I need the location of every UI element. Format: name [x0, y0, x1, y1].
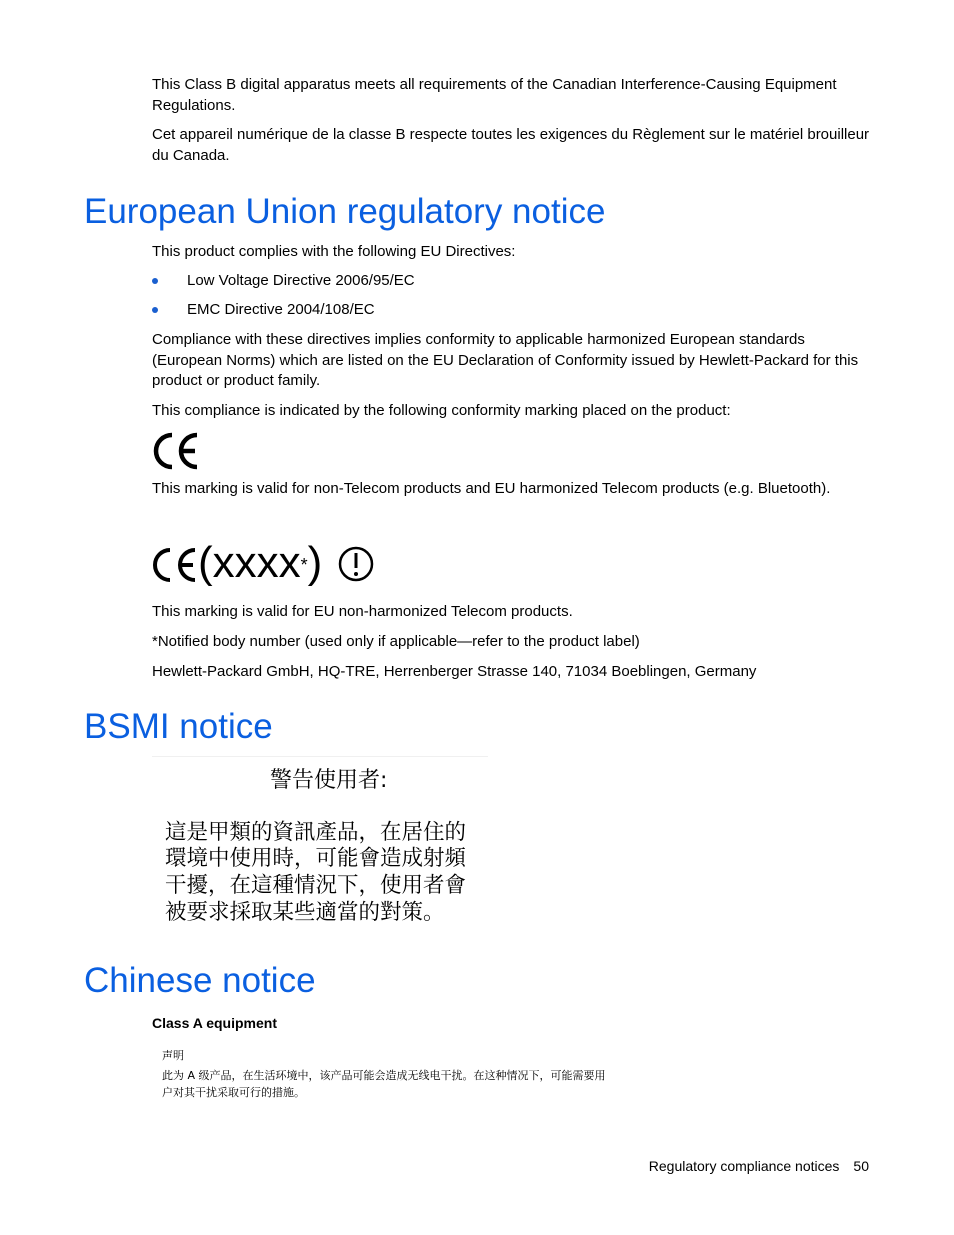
eu-compliance: Compliance with these directives implies conformity to applicable harmonized European standards (European Norms) which are listed on the EU Declaration of Conformity issued by Hewlett-Packard for this product or product family. — [152, 331, 859, 389]
chinese-heading: Chinese notice — [84, 961, 316, 1000]
hp-address: Hewlett-Packard GmbH, HQ-TRE, Herrenberger Strasse 140, 71034 Boeblingen, Germany — [152, 663, 757, 680]
canada-notice-fr: Cet appareil numérique de la classe B respecte toutes les exigences du Règlement sur le matériel brouilleur du Canada. — [152, 126, 870, 164]
eu-marking-intro: This compliance is indicated by the following conformity marking placed on the product: — [152, 402, 731, 419]
directive-label: EMC Directive 2004/108/EC — [187, 301, 375, 318]
image-edge — [152, 756, 488, 757]
page-number: 50 — [853, 1158, 869, 1174]
bullet-icon — [152, 278, 158, 284]
class-a-subheading: Class A equipment — [152, 1015, 277, 1031]
chinese-title: 声明 — [162, 1049, 184, 1062]
ce-mark-icon — [150, 546, 200, 584]
bsmi-line: 環境中使用時，可能會造成射頻 — [165, 846, 467, 871]
eu-intro: This product complies with the following EU Directives: — [152, 243, 516, 260]
chinese-notice-image — [160, 1048, 650, 1104]
bsmi-line: 被要求採取某些適當的對策。 — [165, 900, 445, 925]
eu-heading: European Union regulatory notice — [84, 192, 606, 231]
directive-label: Low Voltage Directive 2006/95/EC — [187, 272, 415, 289]
footer-section-title: Regulatory compliance notices — [648, 1158, 840, 1174]
chinese-line: 此为 A 级产品，在生活环境中，该产品可能会造成无线电干扰。在这种情况下，可能需要用 — [162, 1069, 606, 1082]
ce-mark-icon — [150, 430, 202, 472]
bsmi-title: 警告使用者: — [270, 768, 388, 793]
eu-marking-valid-1: This marking is valid for non-Telecom products and EU harmonized Telecom products (e.g. Bluetooth). — [152, 480, 831, 497]
page-footer — [649, 1158, 869, 1174]
ce-telecom-mark — [150, 540, 380, 590]
bsmi-line: 干擾，在這種情況下，使用者會 — [165, 873, 467, 898]
notified-body-note: *Notified body number (used only if applicable—refer to the product label) — [152, 633, 640, 650]
alert-icon — [338, 546, 374, 582]
canada-notice-en: This Class B digital apparatus meets all requirements of the Canadian Interference-Causing Equipment Regulations. — [152, 76, 837, 114]
chinese-line: 户对其干扰采取可行的措施。 — [162, 1086, 305, 1099]
bullet-icon — [152, 307, 158, 313]
eu-marking-valid-2: This marking is valid for EU non-harmonized Telecom products. — [152, 603, 573, 620]
bsmi-line: 這是甲類的資訊產品，在居住的 — [165, 820, 467, 845]
bsmi-notice-image — [152, 756, 488, 932]
notified-body-placeholder: (xxxx*) — [198, 538, 323, 587]
bsmi-heading: BSMI notice — [84, 707, 273, 746]
